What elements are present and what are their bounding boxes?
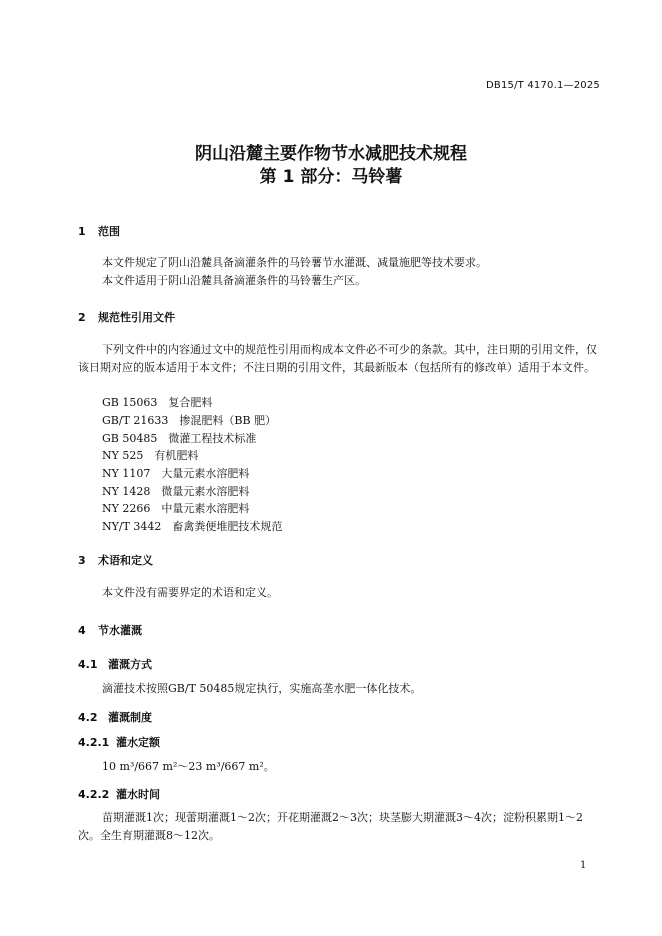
subsection-4-2-2-paragraph: 苗期灌溉1次；现蕾期灌溉1～2次；开花期灌溉2～3次；块茎膨大期灌溉3～4次；淀粉积累期1～2次。全生育期灌溉8～12次。 [78, 811, 583, 842]
reference-item: GB 15063 复合肥料 [102, 396, 213, 409]
section-title: 术语和定义 [98, 554, 153, 567]
section-title: 范围 [98, 225, 120, 238]
standard-code: DB15/T 4170.1—2025 [486, 80, 600, 91]
subsection-4-1-paragraph: 滴灌技术按照GB/T 50485规定执行，实施高垄水肥一体化技术。 [102, 682, 422, 695]
section-2-heading [78, 309, 175, 325]
document-subtitle: 第 1 部分：马铃薯 [259, 167, 403, 187]
subsection-number: 4.1 [78, 658, 98, 671]
section-number: 4 [78, 624, 86, 637]
section-number: 3 [78, 554, 86, 567]
section-3-heading [78, 552, 153, 568]
reference-item: GB/T 21633 掺混肥料（BB 肥） [102, 414, 277, 427]
document-title: 阴山沿麓主要作物节水减肥技术规程 [195, 144, 467, 164]
subsection-title: 灌水定额 [116, 736, 160, 749]
subsection-4-1-heading [78, 656, 152, 672]
reference-item: NY 1428 微量元素水溶肥料 [102, 485, 250, 498]
section-2-intro: 下列文件中的内容通过文中的规范性引用而构成本文件必不可少的条款。其中，注日期的引用文件，仅该日期对应的版本适用于本文件；不注日期的引用文件，其最新版本（包括所有的修改单）适用于本文件。 [78, 343, 597, 374]
section-title: 节水灌溉 [98, 624, 142, 637]
reference-item: NY/T 3442 畜禽粪便堆肥技术规范 [102, 520, 283, 533]
section-title: 规范性引用文件 [98, 311, 175, 324]
subsection-number: 4.2.2 [78, 788, 110, 801]
reference-item: GB 50485 微灌工程技术标准 [102, 432, 257, 445]
section-number: 2 [78, 311, 86, 324]
subsection-number: 4.2 [78, 711, 98, 724]
section-3-paragraph-1: 本文件没有需要界定的术语和定义。 [102, 586, 278, 599]
section-1-paragraph-2: 本文件适用于阴山沿麓具备滴灌条件的马铃薯生产区。 [102, 274, 366, 287]
subsection-4-2-heading [78, 709, 152, 725]
section-1-heading [78, 223, 120, 239]
subsection-title: 灌溉制度 [108, 711, 152, 724]
subsection-4-2-1-paragraph: 10 m³/667 m²～23 m³/667 m²。 [102, 760, 275, 773]
subsection-4-2-1-heading [78, 734, 160, 750]
subsection-title: 灌水时间 [116, 788, 160, 801]
section-number: 1 [78, 225, 86, 238]
section-1-paragraph-1: 本文件规定了阴山沿麓具备滴灌条件的马铃薯节水灌溉、减量施肥等技术要求。 [102, 256, 487, 269]
page-number: 1 [580, 860, 587, 871]
subsection-number: 4.2.1 [78, 736, 110, 749]
reference-item: NY 2266 中量元素水溶肥料 [102, 502, 250, 515]
section-4-heading [78, 622, 142, 638]
reference-item: NY 525 有机肥料 [102, 449, 199, 462]
reference-item: NY 1107 大量元素水溶肥料 [102, 467, 250, 480]
subsection-4-2-2-heading [78, 786, 160, 802]
subsection-title: 灌溉方式 [108, 658, 152, 671]
